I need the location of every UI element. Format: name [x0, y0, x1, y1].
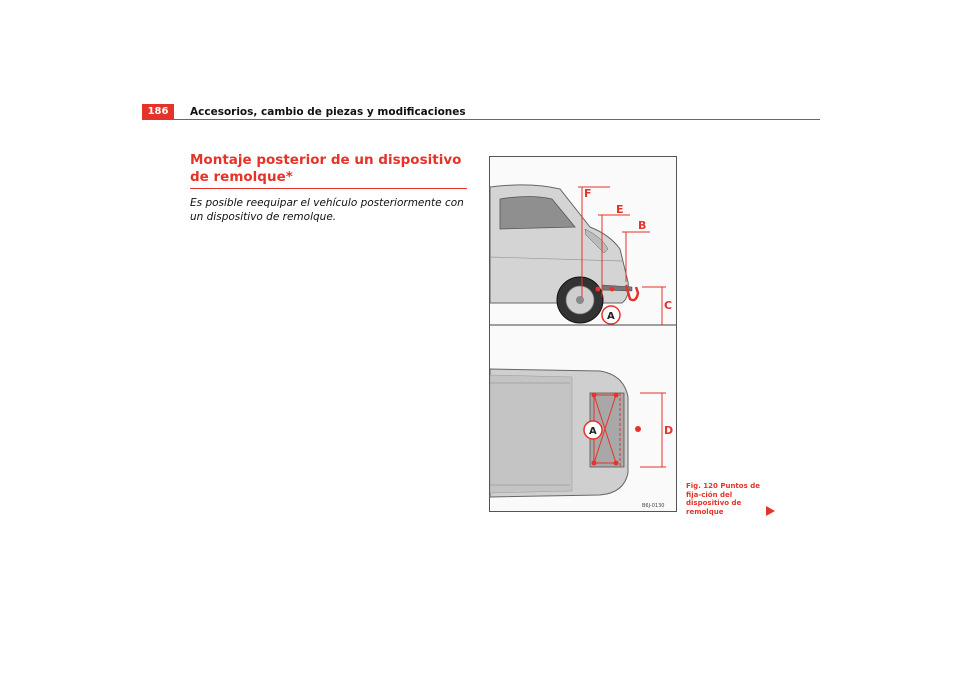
car-top-view [490, 369, 628, 497]
header-rule [142, 119, 820, 120]
car-side-view [490, 185, 676, 325]
page-number: 186 [142, 104, 174, 120]
figure-code: B6J-0130 [642, 503, 665, 509]
figure-caption: Fig. 120 Puntos de fija-ción del dispositivo de remolque [686, 482, 760, 516]
label-E: E [616, 203, 624, 216]
figure-120 [489, 156, 677, 512]
label-C: C [664, 299, 673, 312]
label-A-side: A [607, 311, 615, 322]
section-intro: Es posible reequipar el vehículo posteriormente con un dispositivo de remolque. [190, 197, 464, 223]
label-F: F [584, 187, 592, 200]
label-B: B [638, 219, 647, 232]
tow-hitch-diagram [490, 157, 676, 511]
label-D: D [664, 424, 674, 437]
section-title: Montaje posterior de un dispositivo de remolque* [190, 152, 462, 185]
label-A-top: A [589, 426, 597, 437]
header-title: Accesorios, cambio de piezas y modificaciones [190, 106, 466, 118]
next-page-arrow-icon[interactable] [766, 506, 775, 516]
title-rule [190, 188, 467, 189]
